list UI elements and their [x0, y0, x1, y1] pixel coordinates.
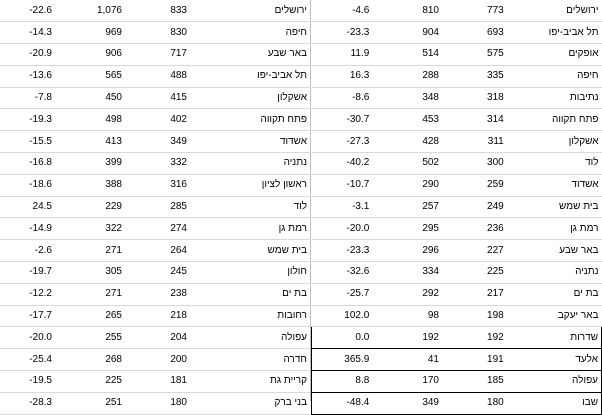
- cell-a[interactable]: 192: [372, 327, 442, 349]
- cell-change[interactable]: -19.7: [0, 262, 55, 284]
- left-table-row: [0, 174, 310, 196]
- cell-b[interactable]: 245: [125, 262, 190, 284]
- cell-a[interactable]: 413: [55, 131, 125, 153]
- cell-city[interactable]: אשקלון: [507, 131, 602, 153]
- cell-change[interactable]: -32.6: [312, 262, 373, 284]
- left-table-row: [0, 65, 310, 87]
- cell-city[interactable]: בית שמש: [190, 240, 310, 262]
- cell-b[interactable]: 180: [442, 392, 507, 414]
- cell-change[interactable]: -19.3: [0, 109, 55, 131]
- left-table-row: [0, 349, 310, 371]
- right-table-row: [312, 87, 602, 109]
- cell-b[interactable]: 274: [125, 218, 190, 240]
- right-table-row: [312, 153, 602, 175]
- cell-change[interactable]: -40.2: [312, 153, 373, 175]
- cell-city[interactable]: פתח תקווה: [190, 109, 310, 131]
- cell-change[interactable]: -19.5: [0, 371, 55, 393]
- cell-a[interactable]: 271: [55, 283, 125, 305]
- left-table-row: [0, 87, 310, 109]
- right-table-row: [312, 44, 602, 66]
- left-table-row: [0, 44, 310, 66]
- cell-change[interactable]: -8.6: [312, 87, 373, 109]
- right-table-row: [312, 240, 602, 262]
- right-table-body: [312, 0, 602, 414]
- cell-change[interactable]: -25.4: [0, 349, 55, 371]
- cell-b[interactable]: 217: [442, 283, 507, 305]
- cell-city[interactable]: לוד: [190, 196, 310, 218]
- cell-city[interactable]: עפולה: [507, 371, 602, 393]
- cell-change[interactable]: -20.0: [0, 327, 55, 349]
- cell-city[interactable]: נתניה: [507, 262, 602, 284]
- cell-change[interactable]: -16.8: [0, 153, 55, 175]
- cell-city[interactable]: תל אביב-יפו: [190, 65, 310, 87]
- cell-b[interactable]: 415: [125, 87, 190, 109]
- cell-city[interactable]: אשקלון: [190, 87, 310, 109]
- cell-b[interactable]: 238: [125, 283, 190, 305]
- cell-b[interactable]: 249: [442, 196, 507, 218]
- cell-b[interactable]: 488: [125, 65, 190, 87]
- left-table-row: [0, 109, 310, 131]
- cell-b[interactable]: 717: [125, 44, 190, 66]
- cell-city[interactable]: אשדוד: [507, 174, 602, 196]
- cell-change[interactable]: -14.3: [0, 22, 55, 44]
- cell-a[interactable]: 225: [55, 371, 125, 393]
- cell-a[interactable]: 334: [372, 262, 442, 284]
- cell-change[interactable]: -14.9: [0, 218, 55, 240]
- cell-city[interactable]: בת ים: [190, 283, 310, 305]
- cell-b[interactable]: 264: [125, 240, 190, 262]
- right-table-row: [312, 392, 602, 414]
- cell-a[interactable]: 251: [55, 392, 125, 414]
- cell-change[interactable]: -23.3: [312, 22, 373, 44]
- cell-change[interactable]: 16.3: [312, 65, 373, 87]
- cell-change[interactable]: -22.6: [0, 0, 55, 22]
- cell-b[interactable]: 349: [125, 131, 190, 153]
- cell-a[interactable]: 906: [55, 44, 125, 66]
- right-table: [311, 0, 602, 415]
- cell-b[interactable]: 316: [125, 174, 190, 196]
- cell-city[interactable]: ירושלים: [190, 0, 310, 22]
- cell-change[interactable]: 24.5: [0, 196, 55, 218]
- cell-city[interactable]: חולון: [190, 262, 310, 284]
- cell-city[interactable]: שדרות: [507, 327, 602, 349]
- cell-b[interactable]: 181: [125, 371, 190, 393]
- cell-city[interactable]: באר שבע: [190, 44, 310, 66]
- left-table-row: [0, 22, 310, 44]
- cell-city[interactable]: פתח תקווה: [507, 109, 602, 131]
- cell-a[interactable]: 348: [372, 87, 442, 109]
- cell-b[interactable]: 204: [125, 327, 190, 349]
- cell-a[interactable]: 349: [372, 392, 442, 414]
- right-table-row: [312, 349, 602, 371]
- cell-a[interactable]: 1,076: [55, 0, 125, 22]
- left-table-row: [0, 371, 310, 393]
- cell-a[interactable]: 257: [372, 196, 442, 218]
- cell-a[interactable]: 271: [55, 240, 125, 262]
- cell-change[interactable]: -25.7: [312, 283, 373, 305]
- cell-b[interactable]: 225: [442, 262, 507, 284]
- cell-city[interactable]: לוד: [507, 153, 602, 175]
- cell-b[interactable]: 200: [125, 349, 190, 371]
- cell-change[interactable]: 102.0: [312, 305, 373, 327]
- cell-a[interactable]: 41: [372, 349, 442, 371]
- right-table-row: [312, 109, 602, 131]
- cell-b[interactable]: 300: [442, 153, 507, 175]
- cell-city[interactable]: באר יעקב: [507, 305, 602, 327]
- left-table-row: [0, 392, 310, 414]
- cell-b[interactable]: 227: [442, 240, 507, 262]
- cell-city[interactable]: בת ים: [507, 283, 602, 305]
- cell-a[interactable]: 969: [55, 22, 125, 44]
- cell-change[interactable]: -13.6: [0, 65, 55, 87]
- left-table-row: [0, 327, 310, 349]
- cell-a[interactable]: 502: [372, 153, 442, 175]
- cell-b[interactable]: 830: [125, 22, 190, 44]
- left-table-row: [0, 218, 310, 240]
- cell-b[interactable]: 192: [442, 327, 507, 349]
- cell-a[interactable]: 810: [372, 0, 442, 22]
- cell-change[interactable]: -2.6: [0, 240, 55, 262]
- left-table-row: [0, 262, 310, 284]
- cell-city[interactable]: בני ברק: [190, 392, 310, 414]
- cell-a[interactable]: 265: [55, 305, 125, 327]
- cell-change[interactable]: -18.6: [0, 174, 55, 196]
- cell-change[interactable]: -27.3: [312, 131, 373, 153]
- cell-city[interactable]: נתניה: [190, 153, 310, 175]
- cell-city[interactable]: רמת גן: [507, 218, 602, 240]
- cell-change[interactable]: -17.7: [0, 305, 55, 327]
- cell-change[interactable]: -7.8: [0, 87, 55, 109]
- cell-b[interactable]: 402: [125, 109, 190, 131]
- cell-change[interactable]: -23.3: [312, 240, 373, 262]
- right-table-row: [312, 305, 602, 327]
- cell-b[interactable]: 693: [442, 22, 507, 44]
- cell-a[interactable]: 292: [372, 283, 442, 305]
- cell-b[interactable]: 332: [125, 153, 190, 175]
- cell-change[interactable]: -20.9: [0, 44, 55, 66]
- cell-city[interactable]: אופקים: [507, 44, 602, 66]
- cell-city[interactable]: ראשון לציון: [190, 174, 310, 196]
- cell-a[interactable]: 288: [372, 65, 442, 87]
- cell-city[interactable]: חיפה: [190, 22, 310, 44]
- right-table-row: [312, 262, 602, 284]
- cell-a[interactable]: 255: [55, 327, 125, 349]
- cell-change[interactable]: -30.7: [312, 109, 373, 131]
- cell-b[interactable]: 218: [125, 305, 190, 327]
- cell-a[interactable]: 229: [55, 196, 125, 218]
- cell-a[interactable]: 450: [55, 87, 125, 109]
- cell-b[interactable]: 198: [442, 305, 507, 327]
- cell-a[interactable]: 268: [55, 349, 125, 371]
- cell-b[interactable]: 185: [442, 371, 507, 393]
- cell-change[interactable]: 365.9: [312, 349, 373, 371]
- cell-b[interactable]: 833: [125, 0, 190, 22]
- cell-b[interactable]: 236: [442, 218, 507, 240]
- cell-b[interactable]: 335: [442, 65, 507, 87]
- cell-b[interactable]: 285: [125, 196, 190, 218]
- cell-city[interactable]: אלעד: [507, 349, 602, 371]
- cell-b[interactable]: 318: [442, 87, 507, 109]
- cell-city[interactable]: באר שבע: [507, 240, 602, 262]
- cell-change[interactable]: -12.2: [0, 283, 55, 305]
- cell-city[interactable]: חיפה: [507, 65, 602, 87]
- left-table-row: [0, 153, 310, 175]
- cell-b[interactable]: 575: [442, 44, 507, 66]
- cell-city[interactable]: עפולה: [190, 327, 310, 349]
- cell-change[interactable]: -15.5: [0, 131, 55, 153]
- cell-change[interactable]: 8.8: [312, 371, 373, 393]
- cell-a[interactable]: 296: [372, 240, 442, 262]
- cell-b[interactable]: 191: [442, 349, 507, 371]
- cell-a[interactable]: 399: [55, 153, 125, 175]
- right-table-row: [312, 22, 602, 44]
- right-table-row: [312, 283, 602, 305]
- left-table-row: [0, 240, 310, 262]
- cell-city[interactable]: רחובות: [190, 305, 310, 327]
- cell-change[interactable]: -4.6: [312, 0, 373, 22]
- left-table-row: [0, 131, 310, 153]
- right-table-row: [312, 196, 602, 218]
- cell-city[interactable]: אשדוד: [190, 131, 310, 153]
- cell-b[interactable]: 311: [442, 131, 507, 153]
- cell-a[interactable]: 388: [55, 174, 125, 196]
- cell-a[interactable]: 170: [372, 371, 442, 393]
- right-table-row: [312, 65, 602, 87]
- cell-a[interactable]: 290: [372, 174, 442, 196]
- cell-b[interactable]: 773: [442, 0, 507, 22]
- cell-city[interactable]: בית שמש: [507, 196, 602, 218]
- right-table-row: [312, 174, 602, 196]
- cell-city[interactable]: ירושלים: [507, 0, 602, 22]
- left-table-row: [0, 196, 310, 218]
- cell-city[interactable]: תל אביב-יפו: [507, 22, 602, 44]
- left-table-row: [0, 305, 310, 327]
- cell-a[interactable]: 498: [55, 109, 125, 131]
- cell-a[interactable]: 295: [372, 218, 442, 240]
- right-table-row: [312, 218, 602, 240]
- cell-a[interactable]: 322: [55, 218, 125, 240]
- left-table-row: [0, 283, 310, 305]
- cell-city[interactable]: קריית גת: [190, 371, 310, 393]
- cell-city[interactable]: נתיבות: [507, 87, 602, 109]
- cell-a[interactable]: 904: [372, 22, 442, 44]
- right-table-row: [312, 131, 602, 153]
- cell-city[interactable]: שבו: [507, 392, 602, 414]
- cell-b[interactable]: 180: [125, 392, 190, 414]
- cell-a[interactable]: 514: [372, 44, 442, 66]
- right-table-row: [312, 371, 602, 393]
- cell-city[interactable]: רמת גן: [190, 218, 310, 240]
- cell-b[interactable]: 259: [442, 174, 507, 196]
- right-table-row: [312, 0, 602, 22]
- cell-a[interactable]: 98: [372, 305, 442, 327]
- left-table-row: [0, 0, 310, 22]
- cell-change[interactable]: -10.7: [312, 174, 373, 196]
- cell-change[interactable]: -20.0: [312, 218, 373, 240]
- cell-a[interactable]: 428: [372, 131, 442, 153]
- cell-a[interactable]: 305: [55, 262, 125, 284]
- cell-a[interactable]: 453: [372, 109, 442, 131]
- cell-change[interactable]: -28.3: [0, 392, 55, 414]
- cell-change[interactable]: 11.9: [312, 44, 373, 66]
- cell-change[interactable]: -48.4: [312, 392, 373, 414]
- cell-change[interactable]: -3.1: [312, 196, 373, 218]
- cell-city[interactable]: חדרה: [190, 349, 310, 371]
- right-table-row: [312, 327, 602, 349]
- cell-b[interactable]: 314: [442, 109, 507, 131]
- cell-change[interactable]: 0.0: [312, 327, 373, 349]
- cell-a[interactable]: 565: [55, 65, 125, 87]
